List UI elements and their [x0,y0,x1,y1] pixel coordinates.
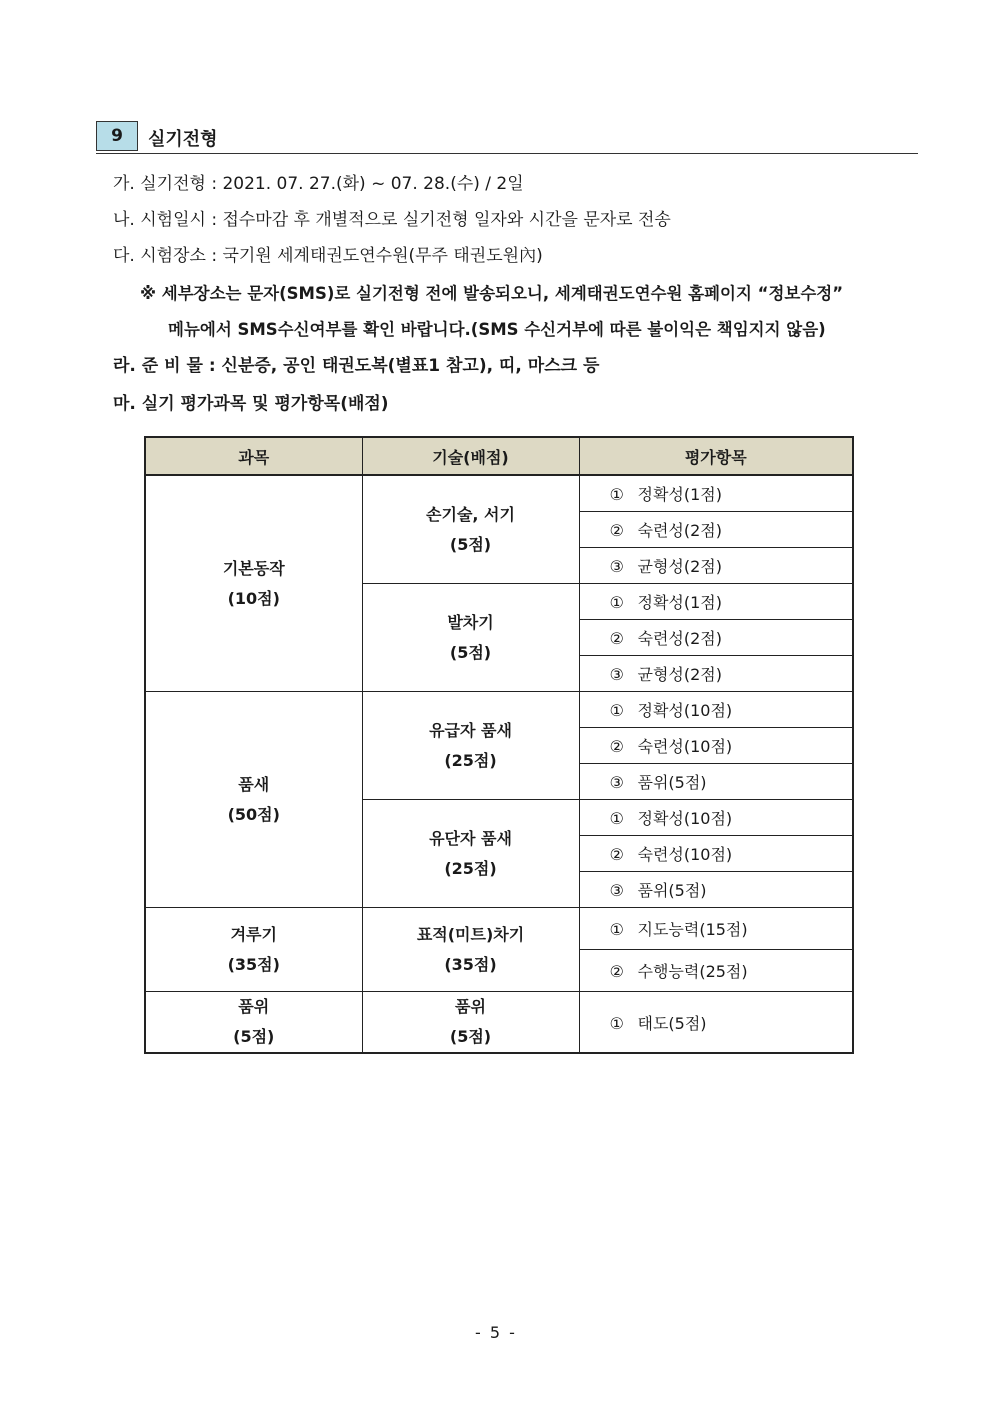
item-text: 수행능력(25점) [637,962,748,981]
item-marker: ③ [609,665,624,684]
line-ga: 가. 실기전형 : 2021. 07. 27.(화) ~ 07. 28.(수) / 2일 [113,174,524,194]
subject-points: (50점) [227,804,280,824]
technique-name: 품위 [455,997,486,1016]
subject-cell [145,475,362,692]
evaluation-table [144,436,854,1054]
table-row [145,692,853,728]
technique-cell [362,584,579,692]
evaluation-item [579,656,853,692]
item-marker: ① [609,593,624,612]
subject-name: 기본동작 [222,558,285,578]
technique-cell [362,692,579,800]
item-text: 품위(5점) [637,773,707,792]
technique-name: 발차기 [447,612,494,632]
evaluation-item [579,620,853,656]
item-marker: ③ [609,773,624,792]
evaluation-item [579,800,853,836]
technique-points: (5점) [449,1027,492,1046]
evaluation-item [579,584,853,620]
item-text: 정확성(1점) [637,485,722,504]
technique-points: (5점) [449,534,492,554]
subject-cell [145,908,362,992]
technique-cell [362,992,579,1054]
section-header [96,121,918,154]
evaluation-item [579,908,853,950]
line-ra: 라. 준 비 물 : 신분증, 공인 태권도복(별표1 참고), 띠, 마스크 등 [113,356,600,376]
subject-points: (5점) [233,1027,275,1046]
technique-points: (25점) [444,858,497,878]
item-marker: ① [609,920,624,939]
item-marker: ① [609,485,624,504]
table-row [145,908,853,950]
evaluation-item [579,548,853,584]
evaluation-item [579,728,853,764]
item-marker: ① [609,1013,624,1033]
item-marker: ② [609,629,624,648]
technique-points: (25점) [444,750,497,770]
technique-points: (5점) [449,642,492,662]
technique-points: (35점) [444,954,497,974]
section-number: 9 [96,121,138,151]
item-text: 정확성(10점) [637,701,733,720]
item-marker: ② [609,521,624,540]
line-na: 나. 시험일시 : 접수마감 후 개별적으로 실기전형 일자와 시간을 문자로 전송 [113,210,671,230]
table-header-row [145,437,853,475]
item-text: 숙련성(10점) [637,737,733,756]
line-da: 다. 시험장소 : 국기원 세계태권도연수원(무주 태권도원內) [113,246,543,266]
item-text: 숙련성(2점) [637,629,722,648]
item-text: 태도(5점) [637,1013,707,1033]
technique-name: 유급자 품새 [429,720,512,740]
technique-cell [362,800,579,908]
evaluation-item [579,872,853,908]
item-marker: ① [609,701,624,720]
subject-cell [145,692,362,908]
table-row [145,475,853,512]
subject-name: 품위 [238,997,270,1016]
header-items: 평가항목 [579,437,853,475]
note-line-2: 메뉴에서 SMS수신여부를 확인 바랍니다.(SMS 수신거부에 따른 불이익은 책임지지 않음) [168,320,826,339]
subject-name: 품새 [238,774,270,794]
technique-name: 유단자 품새 [429,828,512,848]
technique-cell [362,908,579,992]
technique-name: 표적(미트)차기 [416,924,525,944]
item-marker: ② [609,737,624,756]
evaluation-item [579,950,853,992]
technique-cell [362,475,579,584]
subject-name: 겨루기 [230,924,277,944]
subject-cell [145,992,362,1054]
item-marker: ① [609,809,624,828]
item-marker: ② [609,845,624,864]
page-number: - 5 - [475,1323,517,1342]
item-text: 정확성(10점) [637,809,733,828]
item-text: 숙련성(2점) [637,521,722,540]
evaluation-item [579,512,853,548]
section-title: 실기전형 [148,129,218,150]
item-text: 숙련성(10점) [637,845,733,864]
table-body [145,475,853,1053]
note-line-1: ※ 세부장소는 문자(SMS)로 실기전형 전에 발송되오니, 세계태권도연수원 홈페이지 “정보수정” [140,284,844,303]
item-text: 품위(5점) [637,881,707,900]
evaluation-item [579,836,853,872]
evaluation-item [579,764,853,800]
item-text: 정확성(1점) [637,593,722,612]
item-marker: ③ [609,881,624,900]
header-technique: 기술(배점) [362,437,579,475]
item-text: 지도능력(15점) [637,920,748,939]
evaluation-item [579,992,853,1054]
item-marker: ③ [609,557,624,576]
technique-name: 손기술, 서기 [426,504,515,524]
subject-points: (35점) [227,954,280,974]
evaluation-item [579,475,853,512]
header-subject: 과목 [145,437,362,475]
subject-points: (10점) [227,588,280,608]
line-ma: 마. 실기 평가과목 및 평가항목(배점) [113,394,389,414]
item-marker: ② [609,962,624,981]
item-text: 균형성(2점) [637,665,722,684]
item-text: 균형성(2점) [637,557,722,576]
evaluation-item [579,692,853,728]
table-row [145,992,853,1054]
